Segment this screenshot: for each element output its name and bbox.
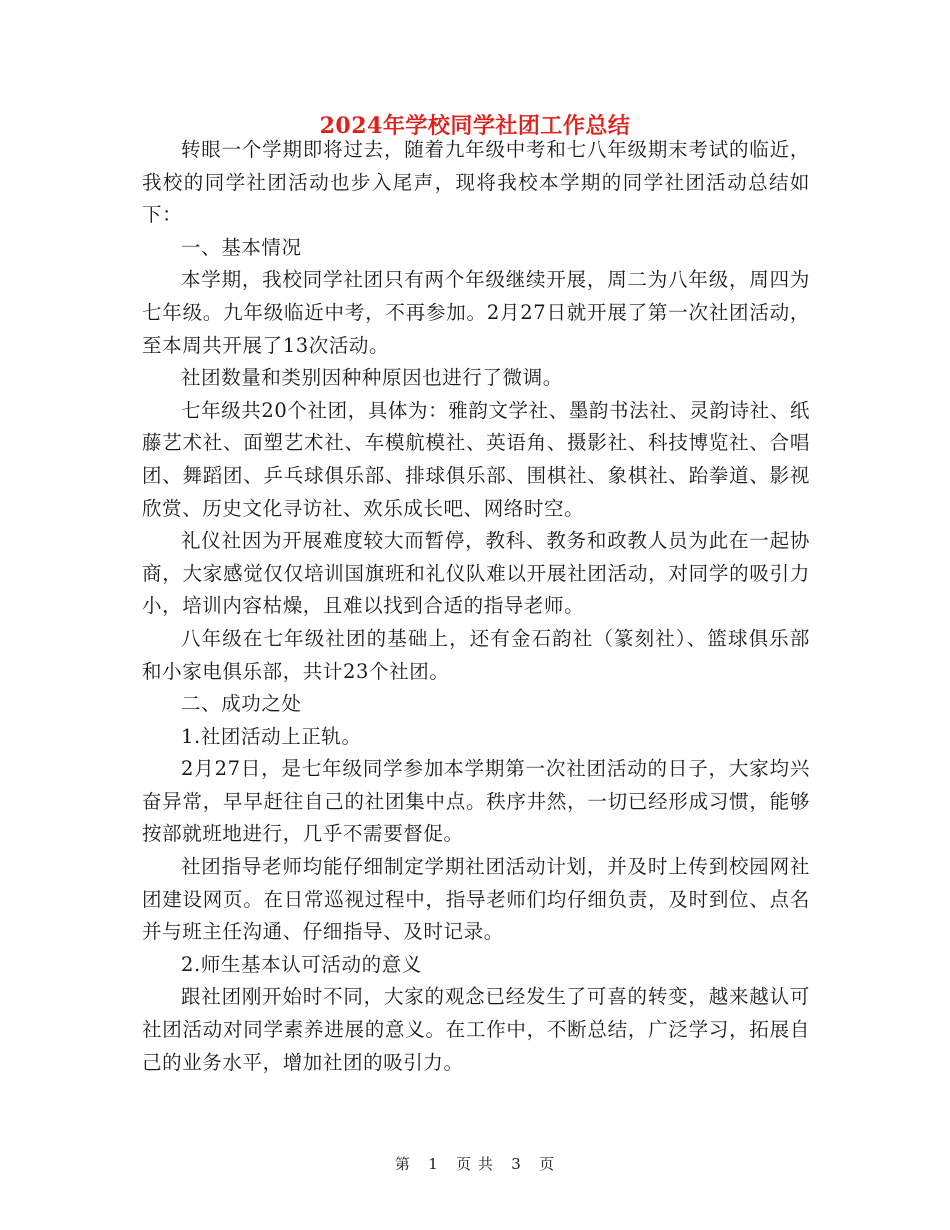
subheading-recognition: 2.师生基本认可活动的意义 (181, 952, 422, 976)
page-footer (0, 1153, 950, 1174)
footer-total-pages: 3 (511, 1155, 522, 1173)
paragraph-intro: 转眼一个学期即将过去，随着九年级中考和七八年级期末考试的临近，我校的同学社团活动也步入尾声，现将我校本学期的同学社团活动总结如下： (142, 138, 810, 227)
document-title: 2024年学校同学社团工作总结 (319, 113, 631, 139)
subheading-on-track: 1.社团活动上正轨。 (181, 724, 362, 748)
section-heading-basic: 一、基本情况 (181, 235, 302, 259)
paragraph-grade7-clubs: 七年级共20个社团，具体为：雅韵文学社、墨韵书法社、灵韵诗社、纸藤艺术社、面塑艺术社、车模航模社、英语角、摄影社、科技博览社、合唱团、舞蹈团、乒乓球俱乐部、排球俱乐部、围棋社、象棋社、跆拳道、影视欣赏、历史文化寻访社、欢乐成长吧、网络时空。 (142, 398, 811, 520)
footer-suffix: 页 (539, 1155, 556, 1173)
paragraph-adjustment: 社团数量和类别因种种原因也进行了微调。 (181, 366, 563, 390)
paragraph-mindset: 跟社团刚开始时不同，大家的观念已经发生了可喜的转变，越来越认可社团活动对同学素养进展的意义。在工作中，不断总结，广泛学习，拓展自己的业务水平，增加社团的吸引力。 (142, 985, 810, 1074)
footer-current-page: 1 (428, 1155, 439, 1173)
document-body (142, 134, 810, 1079)
paragraph-etiquette-club: 礼仪社因为开展难度较大而暂停，教科、教务和政教人员为此在一起协商，大家感觉仅仅培训国旗班和礼仪队难以开展社团活动，对同学的吸引力小，培训内容枯燥，且难以找到合适的指导老师。 (142, 529, 810, 618)
paragraph-instructors: 社团指导老师均能仔细制定学期社团活动计划，并及时上传到校园网社团建设网页。在日常巡视过程中，指导老师们均仔细负责，及时到位、点名并与班主任沟通、仔细指导、及时记录。 (142, 855, 810, 944)
footer-mid: 页 共 (456, 1155, 494, 1173)
footer-prefix: 第 (394, 1155, 411, 1173)
paragraph-grade8-clubs: 八年级在七年级社团的基础上，还有金石韵社（篆刻社）、篮球俱乐部和小家电俱乐部，共计23个社团。 (142, 626, 810, 683)
paragraph-first-activity: 2月27日，是七年级同学参加本学期第一次社团活动的日子，大家均兴奋异常，早早赶往自己的社团集中点。秩序井然，一切已经形成习惯，能够按部就班地进行，几乎不需要督促。 (142, 757, 810, 846)
section-heading-success: 二、成功之处 (181, 692, 302, 716)
paragraph-semester: 本学期，我校同学社团只有两个年级继续开展，周二为八年级，周四为七年级。九年级临近中考，不再参加。2月27日就开展了第一次社团活动，至本周共开展了13次活动。 (142, 268, 810, 357)
